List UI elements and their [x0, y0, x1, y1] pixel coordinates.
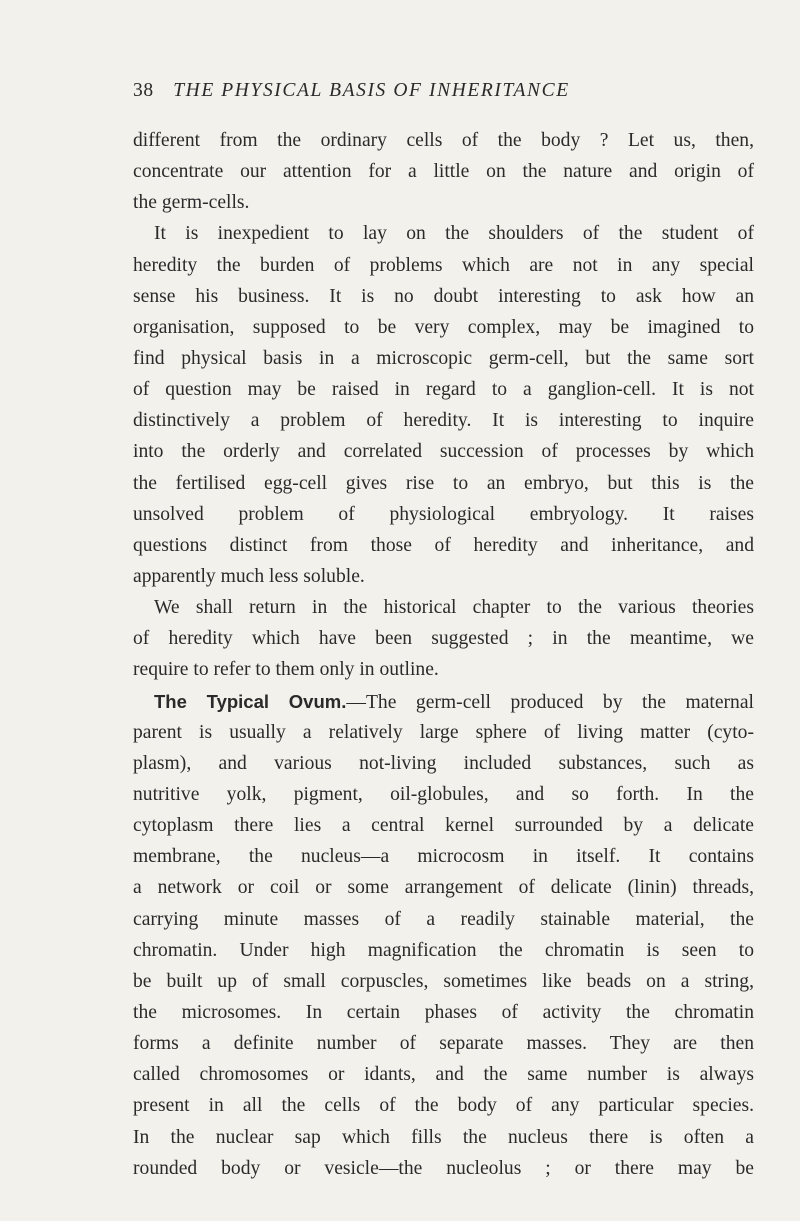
text-line: forms a definite number of separate masses. They are then	[133, 1033, 754, 1055]
text-line: different from the ordinary cells of the body ? Let us, then,	[133, 130, 754, 151]
text-line: We shall return in the historical chapter to the various theories	[154, 597, 754, 619]
text-line: questions distinct from those of heredity and inheritance, and	[133, 534, 754, 556]
text-line: into the orderly and correlated succession of processes by which	[133, 441, 754, 463]
text-line: rounded body or vesicle—the nucleolus ; or there may be	[133, 1157, 754, 1179]
text-line: membrane, the nucleus—a microcosm in itself. It contains	[133, 846, 754, 868]
text-line: plasm), and various not-living included substances, such as	[133, 752, 754, 774]
text-line: unsolved problem of physiological embryology. It raises	[133, 503, 754, 525]
text-line: chromatin. Under high magnification the chromatin is seen to	[133, 939, 754, 961]
text-line: of heredity which have been suggested ; in the meantime, we	[133, 628, 754, 650]
text-line: It is inexpedient to lay on the shoulders of the student of	[154, 223, 754, 245]
text-line: distinctively a problem of heredity. It is interesting to inquire	[133, 410, 754, 432]
text-line: cytoplasm there lies a central kernel surrounded by a delicate	[133, 815, 754, 837]
text-line: sense his business. It is no doubt interesting to ask how an	[133, 285, 754, 307]
body-text	[133, 125, 754, 1184]
text-line: nutritive yolk, pigment, oil-globules, and so forth. In the	[133, 783, 754, 805]
text-line: the fertilised egg-cell gives rise to an embryo, but this is the	[133, 472, 754, 494]
page-number: 38	[133, 80, 154, 101]
text-line: apparently much less soluble.	[133, 565, 365, 587]
text-line	[133, 686, 754, 717]
text-line: concentrate our attention for a little on the nature and origin of	[133, 161, 754, 183]
text-line: called chromosomes or idants, and the same number is always	[133, 1064, 754, 1086]
text-line: find physical basis in a microscopic germ-cell, but the same sort	[133, 347, 754, 369]
text-line: of question may be raised in regard to a ganglion-cell. It is not	[133, 379, 754, 401]
text-line: require to refer to them only in outline.	[133, 659, 439, 681]
text-line: present in all the cells of the body of any particular species.	[133, 1095, 754, 1117]
text-line: be built up of small corpuscles, sometimes like beads on a string,	[133, 970, 754, 992]
text-line: the germ-cells.	[133, 192, 250, 214]
text-line: a network or coil or some arrangement of delicate (linin) threads,	[133, 877, 754, 899]
text-line: carrying minute masses of a readily stainable material, the	[133, 908, 754, 930]
text-line: heredity the burden of problems which are not in any special	[133, 254, 754, 276]
running-title: THE PHYSICAL BASIS OF INHERITANCE	[173, 80, 570, 101]
text-line: In the nuclear sap which fills the nucleus there is often a	[133, 1126, 754, 1148]
text-line: parent is usually a relatively large sphere of living matter (cyto-	[133, 721, 754, 743]
section-heading: The Typical Ovum.	[154, 690, 347, 712]
text-line: the microsomes. In certain phases of activity the chromatin	[133, 1001, 754, 1023]
text-line: organisation, supposed to be very complex, may be imagined to	[133, 316, 754, 338]
running-header	[133, 80, 753, 102]
text-line-rest: —The germ-cell produced by the maternal	[346, 691, 754, 713]
